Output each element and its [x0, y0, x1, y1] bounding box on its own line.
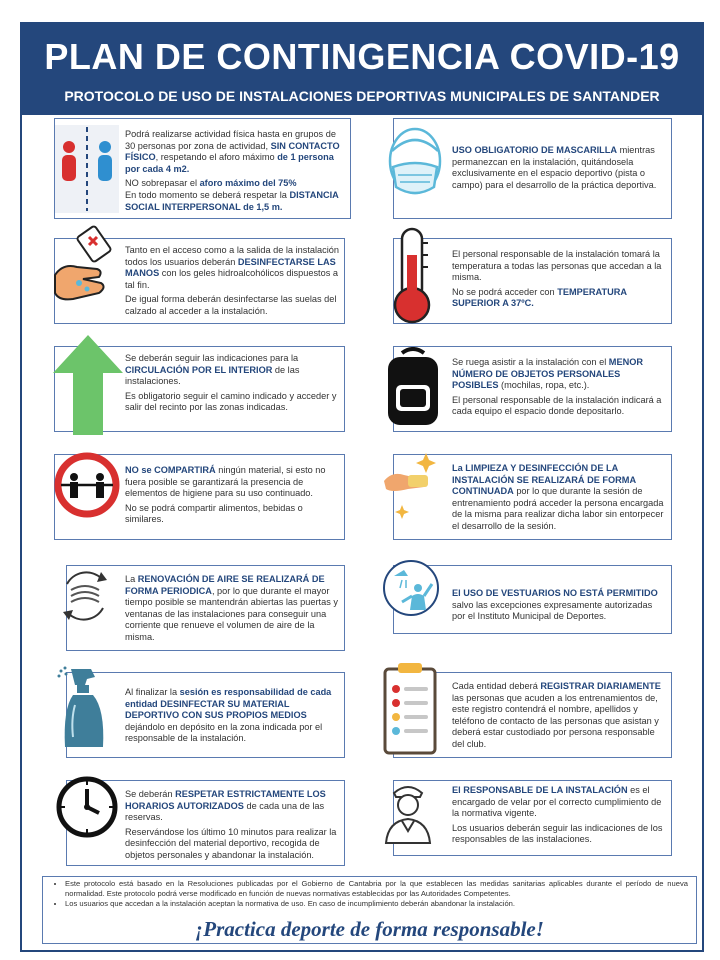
card-manos-text	[125, 245, 339, 321]
face-mask-icon	[382, 125, 448, 203]
footer-note-1: • Este protocolo está basado en la Resoluciones publicadas por el Gobierno de Cantabria por la que establecen las medidas sanitarias aplicables durante el período de nueva normalidad. Este protocolo podrá verse modificado en función de nuevas normativas establecidas por las Autoridades Competentes.	[65, 879, 688, 899]
material-paragraph-1: NO se COMPARTIRÁ ningún material, si esto no fuera posible se garantizará la presencia de elementos de higiene para su uso continuado.	[125, 465, 326, 499]
circulacion-paragraph-1: Se deberán seguir las indicaciones para la CIRCULACIÓN POR EL INTERIOR de las instalaciones.	[125, 353, 300, 387]
card-aire	[66, 565, 345, 651]
horarios-paragraph-2: Reservándose los último 10 minutos para realizar la desinfección del material deportivo, recogida de objetos personales y abandonar la instalación.	[125, 826, 337, 860]
card-manos	[54, 238, 345, 324]
vestuarios-paragraph-1: El USO DE VESTUARIOS NO ESTÁ PERMITIDO salvo las excepciones expresamente autorizadas por el Instituto Municipal de Deportes.	[452, 588, 658, 622]
objetos-paragraph-2: El personal responsable de la instalación indicará a cada equipo el espacio donde depositarlo.	[452, 394, 662, 417]
footer-slogan: ¡Practica deporte de forma responsable!	[195, 917, 544, 941]
footer-list	[43, 877, 696, 909]
backpack-icon	[382, 347, 444, 429]
card-mascarilla	[393, 118, 672, 219]
mascarilla-paragraph-1: USO OBLIGATORIO DE MASCARILLA mientras permanezcan en la instalación, quitándosela exclusivamente en el espacio deportivo (pista o campo) para el desarrollo de la práctica deportiva.	[452, 145, 657, 190]
hand-sanitizer-icon	[53, 223, 119, 319]
page-title: PLAN DE CONTINGENCIA COVID-19	[44, 36, 680, 77]
aforo-paragraph-2: NO sobrepasar el aforo máximo del 75%	[125, 178, 297, 189]
page-subtitle: PROTOCOLO DE USO DE INSTALACIONES DEPORTIVAS MUNICIPALES DE SANTANDER	[64, 88, 660, 104]
card-registro-text	[452, 681, 666, 754]
ventilation-icon	[57, 568, 113, 624]
header-banner	[22, 24, 702, 115]
card-sesion-text	[125, 687, 339, 748]
cleaning-hand-icon	[382, 449, 440, 529]
card-vestuarios	[393, 565, 672, 634]
card-aforo-text	[125, 129, 343, 216]
card-aire-text	[125, 574, 339, 647]
card-sesion	[66, 672, 345, 758]
card-circulacion-text	[125, 353, 339, 417]
card-objetos	[393, 346, 672, 432]
card-mascarilla-text	[452, 145, 666, 194]
social-distance-icon	[55, 125, 119, 213]
spray-bottle-icon	[57, 665, 111, 755]
circulacion-paragraph-2: Es obligatorio seguir el camino indicado y acceder y salir del recinto por las zonas indicadas.	[125, 390, 337, 413]
sesion-paragraph-1: Al finalizar la sesión es responsabilidad de cada entidad DESINFECTAR SU MATERIAL DEPORTIVO CON SUS PROPIOS MEDIOS dejándolo en depósito en la zona indicada por el responsable de la instalación.	[125, 687, 332, 744]
card-aforo	[54, 118, 351, 219]
card-objetos-text	[452, 357, 666, 421]
material-paragraph-2: No se podrá compartir alimentos, bebidas o similares.	[125, 502, 303, 525]
card-horarios	[66, 780, 345, 866]
horarios-paragraph-1: Se deberán RESPETAR ESTRICTAMENTE LOS HORARIOS AUTORIZADOS de cada una de las reservas.	[125, 789, 326, 823]
aforo-paragraph-1: Podrá realizarse actividad física hasta en grupos de 30 personas por zona de actividad, SIN CONTACTO FÍSICO, respetando el aforo máximo de 1 persona por cada 4 m2.	[125, 129, 340, 174]
thermometer-icon	[390, 227, 434, 327]
staff-icon	[382, 777, 434, 847]
card-material-text	[125, 465, 339, 529]
footer-notes	[42, 876, 697, 944]
aforo-paragraph-3: En todo momento se deberá respetar la DISTANCIA SOCIAL INTERPERSONAL de 1,5 m.	[125, 189, 339, 212]
card-horarios-text	[125, 789, 339, 865]
card-temperatura	[393, 238, 672, 324]
clipboard-icon	[382, 661, 438, 757]
temperatura-paragraph-1: El personal responsable de la instalación tomará la temperatura a todas las personas que accedan a la misma.	[452, 249, 662, 283]
responsable-paragraph-1: El RESPONSABLE DE LA INSTALACIÓN es el encargado de velar por el correcto cumplimiento de la normativa vigente.	[452, 785, 662, 819]
card-circulacion	[54, 346, 345, 432]
card-responsable-text	[452, 785, 666, 849]
card-registro	[393, 672, 672, 758]
card-temperatura-text	[452, 249, 666, 313]
manos-paragraph-1: Tanto en el acceso como a la salida de la instalación todos los usuarios deberán DESINFECTARSE LAS MANOS con los geles hidroalcohólicos dispuestos a tal fin.	[125, 245, 339, 290]
no-sharing-icon	[53, 451, 121, 519]
registro-paragraph-1: Cada entidad deberá REGISTRAR DIARIAMENTE las personas que acuden a los entrenamientos de, este registro contendrá el nombre, apellidos y teléfono de contacto de las personas que asistan y deberá estar custodiado por persona responsable del club.	[452, 681, 661, 749]
shower-icon	[382, 558, 440, 620]
card-responsable	[393, 780, 672, 856]
card-material	[54, 454, 345, 540]
objetos-paragraph-1: Se ruega asistir a la instalación con el MENOR NÚMERO DE OBJETOS PERSONALES POSIBLES (mochilas, ropa, etc.).	[452, 357, 643, 391]
footer-note-2: • Los usuarios que accedan a la instalación aceptan la normativa de uso. En caso de incumplimiento deberán abandonar la instalación.	[65, 899, 688, 909]
manos-paragraph-2: De igual forma deberán desinfectarse las suelas del calzado al acceder a la instalación.	[125, 294, 337, 316]
responsable-paragraph-2: Los usuarios deberán seguir las indicaciones de los responsables de las instalaciones.	[452, 822, 663, 845]
card-limpieza	[393, 454, 672, 540]
limpieza-paragraph-1: La LIMPIEZA Y DESINFECCIÓN DE LA INSTALACIÓN SE REALIZARÁ DE FORMA CONTINUADA por lo que durante la sesión de entrenamiento podrá acceder la persona encargada de la misma para realizar dicha labor sin entorpecer el desarrollo de la sesión.	[452, 463, 664, 531]
card-limpieza-text	[452, 463, 666, 536]
aire-paragraph-1: La RENOVACIÓN DE AIRE SE REALIZARÁ DE FORMA PERIODICA, por lo que durante el mayor tiempo posible se mantendrán abiertas las puertas y ventanas de las instalaciones para conseguir una corriente que renueve el volumen de aire de la misma.	[125, 574, 338, 642]
card-vestuarios-text	[452, 588, 666, 626]
temperatura-paragraph-2: No se podrá acceder con TEMPERATURA SUPERIOR A 37ºC.	[452, 286, 627, 309]
arrow-up-icon	[53, 335, 123, 439]
clock-icon	[55, 775, 119, 839]
